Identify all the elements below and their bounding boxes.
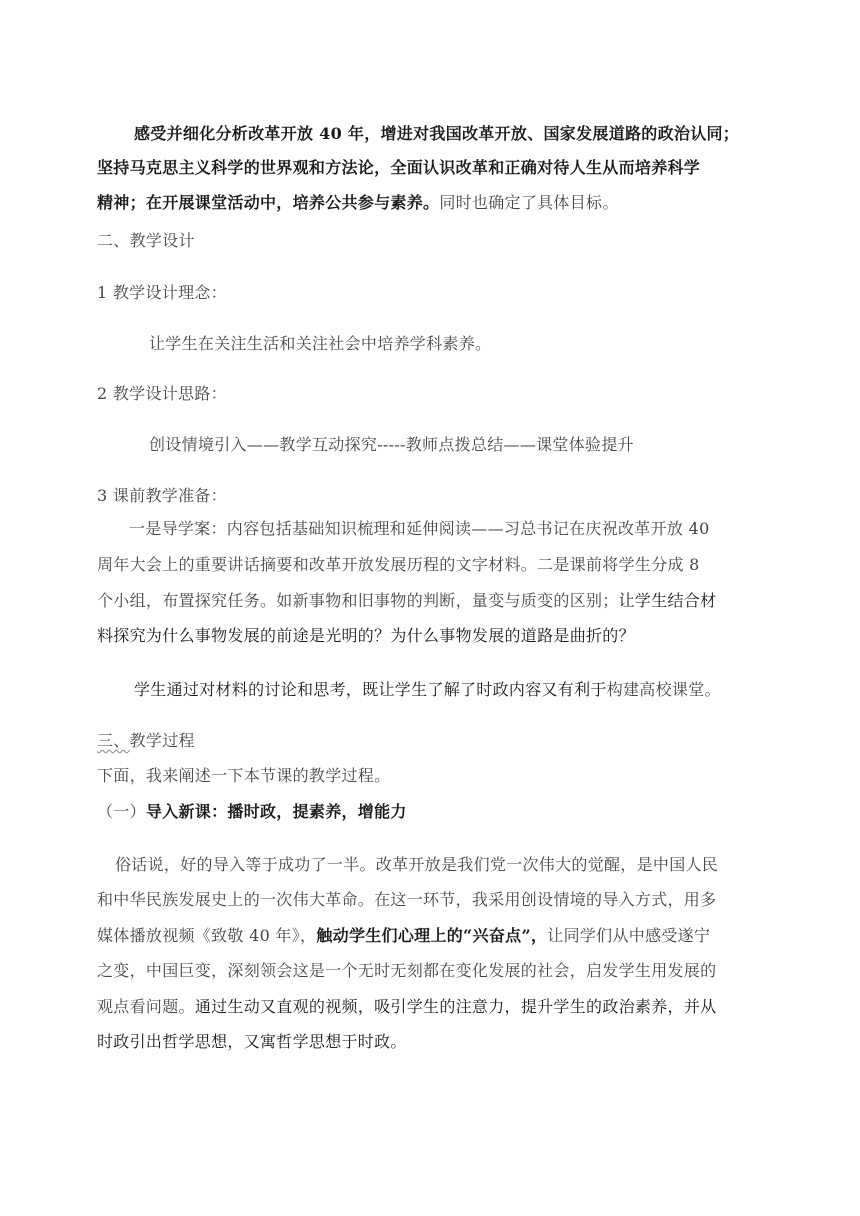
design-idea-label: 2 教学设计思路： — [97, 384, 227, 403]
intro-line-3 — [97, 193, 619, 213]
body-line-5-a: 观点看问题。 — [97, 997, 195, 1016]
body-line-5-b: 通过生动又直观的视频，吸引学生的注意力，提升学生的政治素养，并从 — [194, 997, 717, 1016]
intro-line-3-normal: 同时也确定了具体目标。 — [439, 193, 619, 212]
section-3-heading — [97, 731, 195, 751]
section-2-heading: 二、教学设计 — [97, 231, 195, 250]
preparation-label: 3 课前教学准备： — [97, 486, 227, 505]
preparation-line-3-a: 个小组，布置探究任务。如新事物和旧事物的判断，量变与质变的区别； — [97, 591, 619, 610]
body-line-6: 时政引出哲学思想，又寓哲学思想于时政。 — [97, 1032, 407, 1051]
preparation-summary — [134, 680, 721, 700]
body-line-1: 俗话说，好的导入等于成功了一半。改革开放是我们党一次伟大的觉醒，是中国人民 — [115, 855, 719, 874]
subsection-1-heading — [97, 802, 407, 822]
intro-line-1: 感受并细化分析改革开放 40 年，增进对我国改革开放、国家发展道路的政治认同； — [134, 124, 740, 143]
preparation-summary-b: 构建高校课堂。 — [606, 680, 721, 699]
preparation-line-1: 一是导学案：内容包括基础知识梳理和延伸阅读——习总书记在庆祝改革开放 40 — [129, 519, 710, 538]
body-line-4: 之变，中国巨变，深刻领会这是一个无时无刻都在变化发展的社会，启发学生用发展的 — [97, 961, 717, 980]
section-3-prefix: 三、 — [97, 731, 130, 750]
design-idea-text: 创设情境引入——教学互动探究-----教师点拨总结——课堂体验提升 — [149, 435, 634, 454]
body-line-3-c: 让同学们从中感受遂宁 — [547, 926, 711, 945]
preparation-summary-a: 学生通过对材料的讨论和思考，既让学生了解了时政内容又有利于 — [134, 680, 607, 699]
body-line-5 — [97, 997, 716, 1017]
preparation-line-3 — [97, 591, 716, 611]
subsection-1-title: 导入新课：播时政，提素养，增能力 — [145, 802, 407, 821]
section-3-intro: 下面，我来阐述一下本节课的教学过程。 — [97, 766, 391, 785]
body-line-3-b: 触动学生们心理上的“兴奋点”， — [316, 926, 548, 945]
preparation-line-2: 周年大会上的重要讲话摘要和改革开放发展历程的文字材料。二是课前将学生分成 8 — [97, 555, 700, 574]
body-line-3 — [97, 926, 710, 946]
intro-line-2: 坚持马克思主义科学的世界观和方法论，全面认识改革和正确对待人生从而培养科学 — [97, 158, 701, 177]
intro-line-3-bold: 精神；在开展课堂活动中，培养公共参与素养。 — [97, 193, 440, 212]
subsection-1-prefix: （一） — [97, 802, 146, 821]
design-concept-label: 1 教学设计理念： — [97, 283, 227, 302]
preparation-line-3-b: 让学生结合材 — [618, 591, 717, 610]
preparation-line-4: 料探究为什么事物发展的前途是光明的？为什么事物发展的道路是曲折的？ — [97, 626, 635, 645]
design-concept-text: 让学生在关注生活和关注社会中培养学科素养。 — [149, 334, 492, 353]
section-3-title: 教学过程 — [129, 731, 195, 750]
body-line-3-a: 媒体播放视频《致敬 40 年》， — [97, 926, 317, 945]
body-line-2: 和中华民族发展史上的一次伟大革命。在这一环节，我采用创设情境的导入方式，用多 — [97, 890, 717, 909]
